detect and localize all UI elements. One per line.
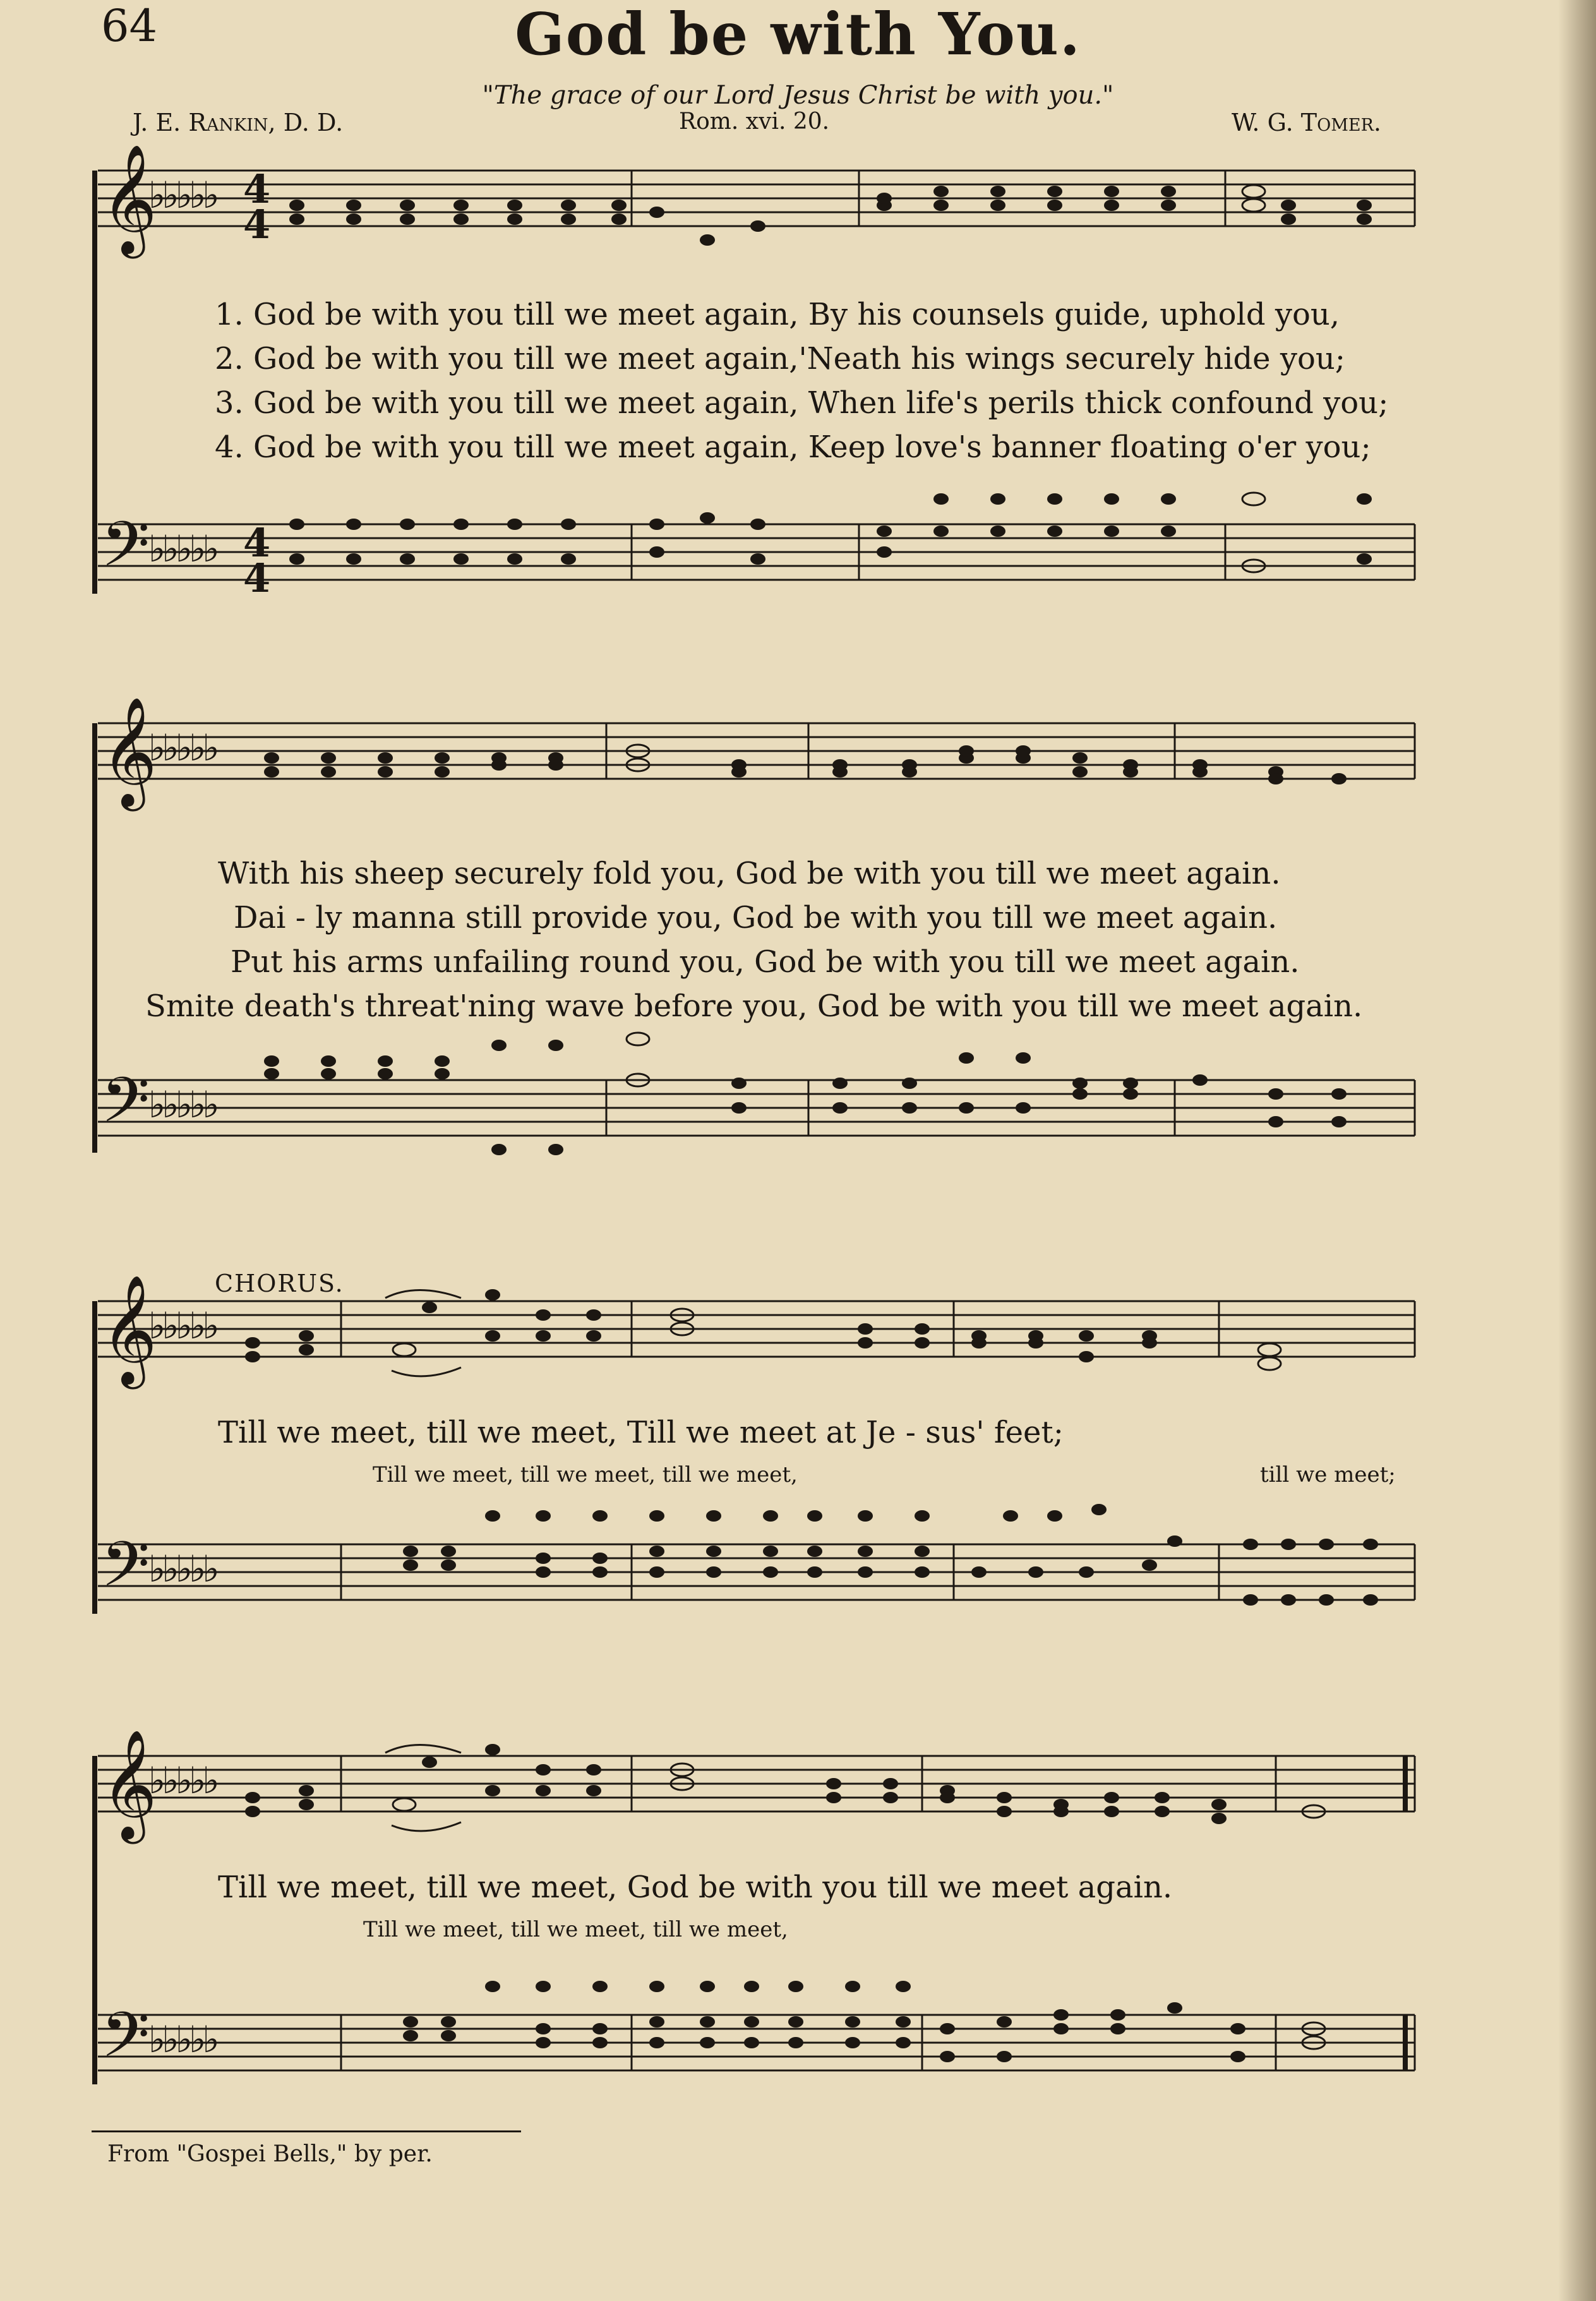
page-edge-shadow <box>1558 0 1596 2301</box>
chorus-bass-lyric-line-1: Till we meet, till we meet, till we meet, <box>373 1462 798 1487</box>
music-system-1 <box>88 144 1421 613</box>
composer-credit: W. G. Tomer. <box>1232 109 1381 136</box>
verse-3-line-2: Put his arms unfailing round you, God be with you till we meet again. <box>231 944 1300 980</box>
key-signature-flats-bass: ♭♭♭♭♭ <box>148 527 216 570</box>
music-system-3-chorus <box>88 1270 1421 1661</box>
key-signature-flats: ♭♭♭♭♭ <box>148 726 216 769</box>
epigraph: "The grace of our Lord Jesus Christ be with you." <box>482 81 1114 110</box>
verse-4-line-1: 4. God be with you till we meet again, Keep love's banner floating o'er you; <box>215 430 1371 465</box>
chorus-label: CHORUS. <box>215 1270 344 1297</box>
key-signature-flats: ♭♭♭♭♭ <box>148 174 216 217</box>
footnote-rule <box>92 2130 521 2132</box>
verse-1-line-2: With his sheep securely fold you, God be with you till we meet again. <box>218 856 1281 891</box>
page-number: 64 <box>101 0 158 52</box>
footnote-credit: From "Gospei Bells," by per. <box>107 2141 433 2167</box>
bass-clef-icon: 𝄢 <box>101 1999 150 2087</box>
key-signature-flats: ♭♭♭♭♭ <box>148 1304 216 1347</box>
chorus-lyric-line-1: Till we meet, till we meet, Till we meet at Je - sus' feet; <box>218 1415 1064 1450</box>
bass-clef-icon: 𝄢 <box>101 1064 150 1152</box>
hymn-title: God be with You. <box>515 0 1081 68</box>
scripture-reference: Rom. xvi. 20. <box>679 109 830 135</box>
chorus-bass-lyric-line-2: Till we meet, till we meet, till we meet, <box>363 1917 788 1942</box>
treble-clef-icon: 𝄞 <box>101 697 157 807</box>
key-signature-flats: ♭♭♭♭♭ <box>148 1759 216 1802</box>
music-system-2 <box>88 697 1421 1191</box>
key-signature-flats-bass: ♭♭♭♭♭ <box>148 2018 216 2061</box>
music-system-4-chorus-end <box>88 1724 1421 2116</box>
key-signature-flats-bass: ♭♭♭♭♭ <box>148 1547 216 1590</box>
treble-clef-icon: 𝄞 <box>101 144 157 254</box>
verse-4-line-2: Smite death's threat'ning wave before you, God be with you till we meet again. <box>145 988 1363 1024</box>
verse-2-line-1: 2. God be with you till we meet again,'Neath his wings securely hide you; <box>215 341 1345 376</box>
key-signature-flats-bass: ♭♭♭♭♭ <box>148 1083 216 1126</box>
bass-clef-icon: 𝄢 <box>101 508 150 596</box>
treble-clef-icon: 𝄞 <box>101 1729 157 1839</box>
verse-2-line-2: Dai - ly manna still provide you, God be with you till we meet again. <box>234 900 1278 935</box>
verse-1-line-1: 1. God be with you till we meet again, By his counsels guide, uphold you, <box>215 297 1340 332</box>
chorus-lyric-line-2: Till we meet, till we meet, God be with you till we meet again. <box>218 1870 1173 1905</box>
time-signature-bass: 4 4 <box>243 520 271 601</box>
verse-3-line-1: 3. God be with you till we meet again, When life's perils thick confound you; <box>215 385 1389 421</box>
time-signature-treble: 4 4 <box>243 166 271 248</box>
chorus-bass-lyric-line-1-end: till we meet; <box>1260 1462 1396 1487</box>
treble-clef-icon: 𝄞 <box>101 1275 157 1385</box>
author-credit: J. E. Rankin, D. D. <box>133 109 344 136</box>
bass-clef-icon: 𝄢 <box>101 1529 150 1616</box>
